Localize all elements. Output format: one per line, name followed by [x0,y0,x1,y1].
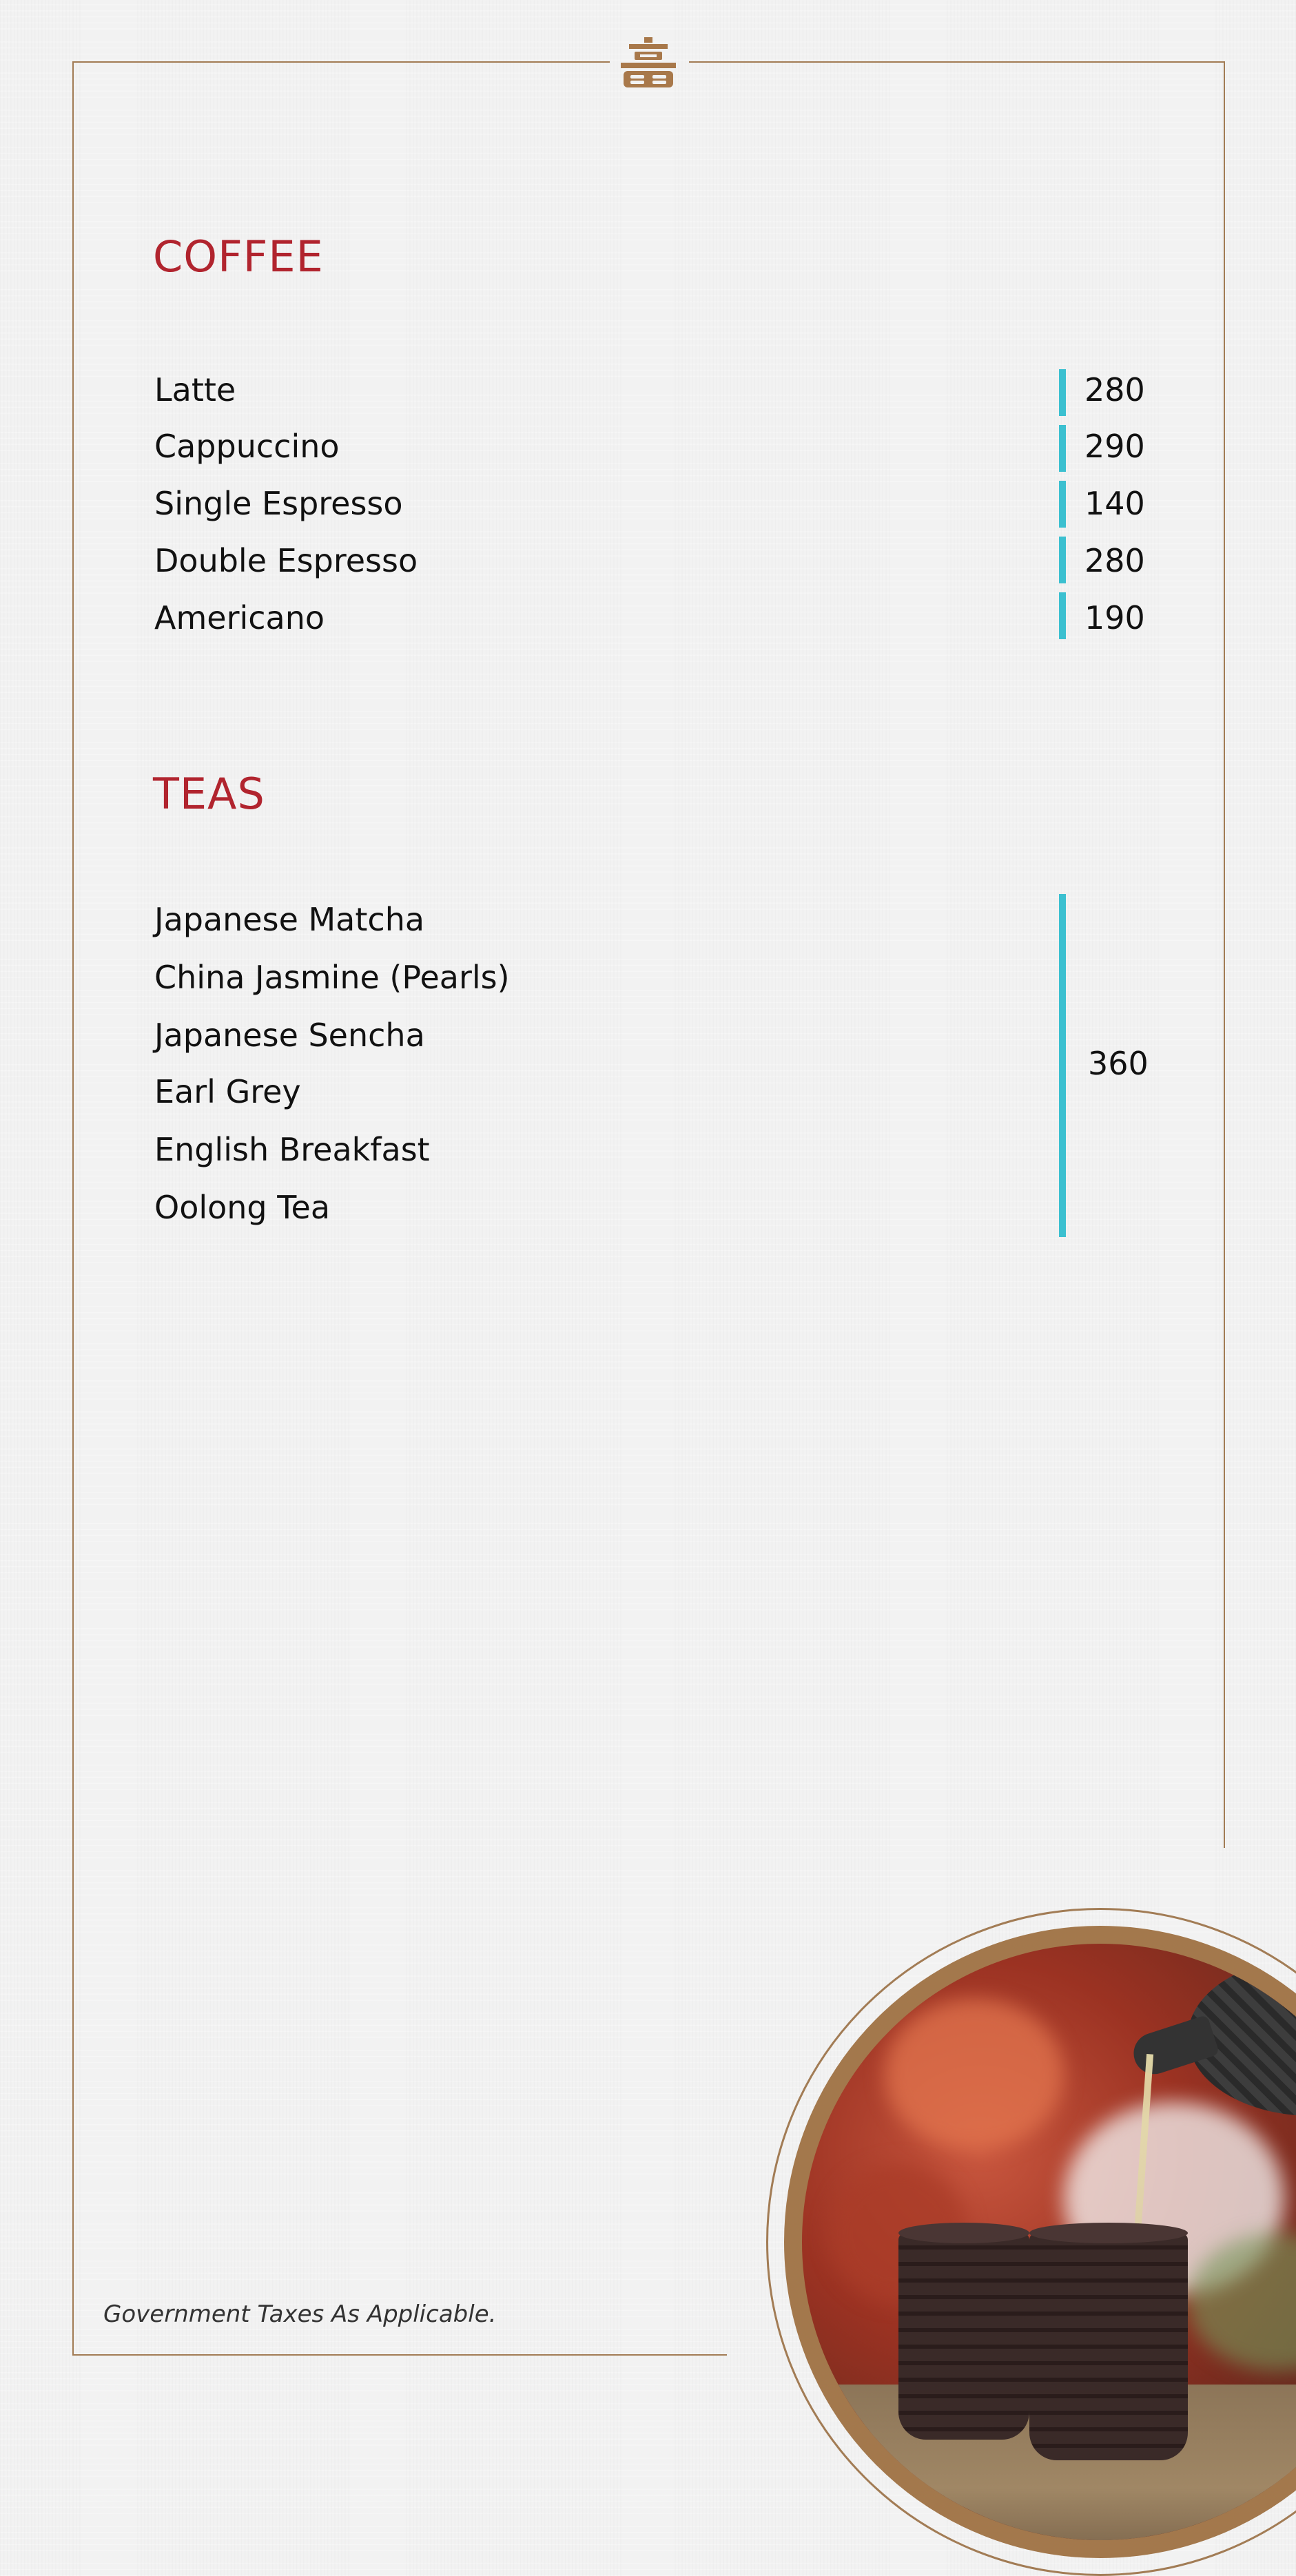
frame-right-line [1224,61,1225,1848]
price-divider [1059,592,1066,639]
tea-cup [1029,2233,1188,2460]
menu-item-price: 140 [1084,485,1145,522]
frame-top-right-line [689,61,1225,63]
menu-item-name: Double Espresso [154,542,418,579]
menu-item-name: Earl Grey [154,1073,301,1110]
menu-item-name: Japanese Matcha [154,901,425,938]
teas-shared-price: 360 [1088,1045,1149,1082]
menu-item-name: Japanese Sencha [154,1017,425,1054]
menu-item-price: 190 [1084,599,1145,636]
teas-section-title: TEAS [153,769,265,819]
tea-cup-rim [1029,2223,1188,2243]
tea-cup [898,2233,1029,2440]
price-divider [1059,481,1066,528]
menu-item-price: 280 [1084,542,1145,579]
frame-top-left-line [72,61,610,63]
menu-item-name: Latte [154,371,236,408]
price-divider [1059,425,1066,472]
photo-bokeh [885,1999,1064,2150]
menu-item-name: Americano [154,599,325,636]
coffee-section-title: COFFEE [153,231,324,282]
price-divider [1059,369,1066,416]
menu-item-name: English Breakfast [154,1131,430,1168]
menu-item-name: China Jasmine (Pearls) [154,959,510,996]
menu-item-price: 290 [1084,428,1145,465]
frame-bottom-line [72,2354,727,2356]
price-divider [1059,537,1066,583]
tax-footnote: Government Taxes As Applicable. [103,2300,497,2328]
frame-left-line [72,61,74,2356]
menu-item-name: Oolong Tea [154,1189,331,1226]
tea-cup-rim [898,2223,1029,2243]
menu-item-price: 280 [1084,371,1145,408]
teas-price-divider [1059,894,1066,1237]
menu-item-name: Cappuccino [154,428,340,465]
menu-item-name: Single Espresso [154,485,403,522]
ornamental-emblem-icon [615,37,681,88]
